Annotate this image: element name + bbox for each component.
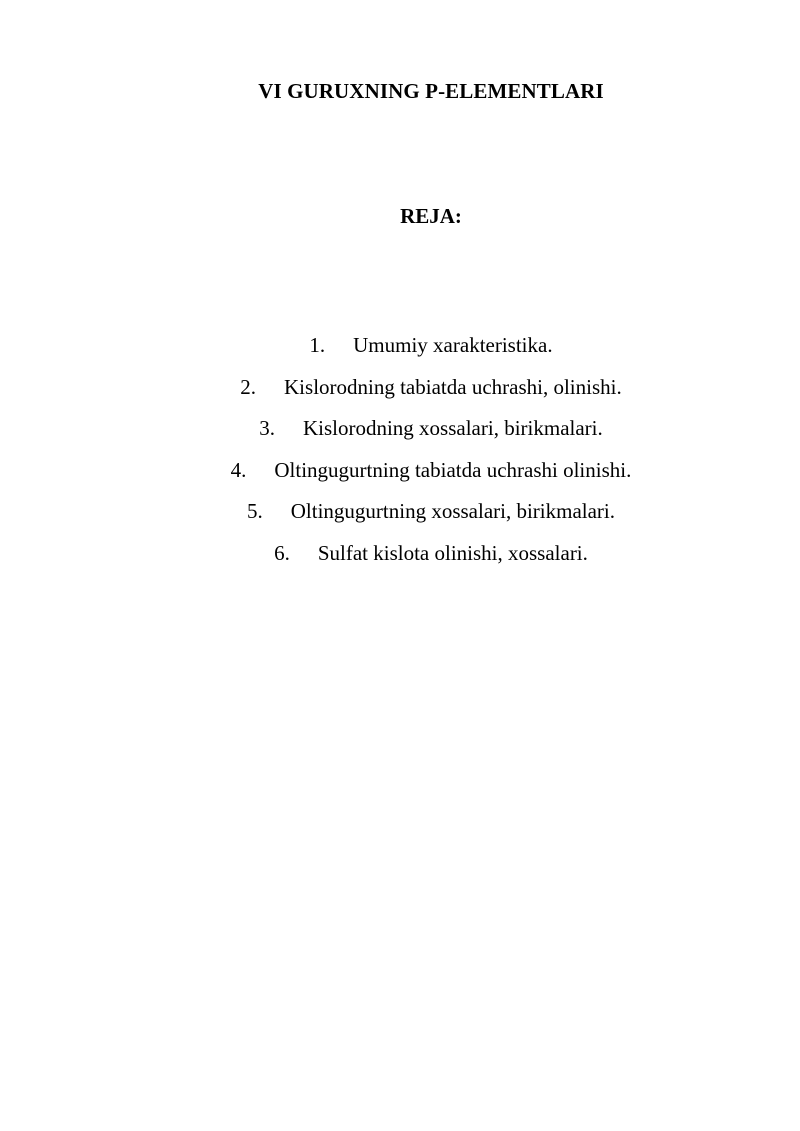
plan-item — [0, 533, 800, 575]
plan-item — [0, 408, 800, 450]
document-title: VI GURUXNING P-ELEMENTLARI — [258, 79, 604, 103]
plan-item-number: 1. — [309, 333, 326, 357]
plan-item-number: 2. — [240, 374, 257, 399]
plan-list — [0, 325, 800, 574]
plan-item-text: Kislorodning xossalari, birikmalari. — [302, 416, 603, 440]
plan-item-number: 4. — [230, 457, 247, 482]
plan-item-number: 5. — [246, 499, 263, 523]
plan-item-text: Kislorodning tabiatda uchrashi, olinishi. — [284, 374, 622, 399]
plan-item-number: 6. — [274, 540, 290, 565]
plan-heading: REJA: — [400, 204, 462, 228]
plan-item-number: 3. — [259, 416, 275, 440]
plan-item-text: Sulfat kislota olinishi, xossalari. — [317, 540, 588, 565]
plan-item-text: Oltingugurtning xossalari, birikmalari. — [290, 499, 616, 523]
plan-item — [0, 325, 800, 367]
plan-item — [0, 450, 800, 492]
plan-item-text: Umumiy xarakteristika. — [353, 333, 553, 357]
plan-item-text: Oltingugurtning tabiatda uchrashi olinishi. — [274, 457, 632, 482]
plan-item — [0, 367, 800, 409]
plan-item — [0, 491, 800, 533]
